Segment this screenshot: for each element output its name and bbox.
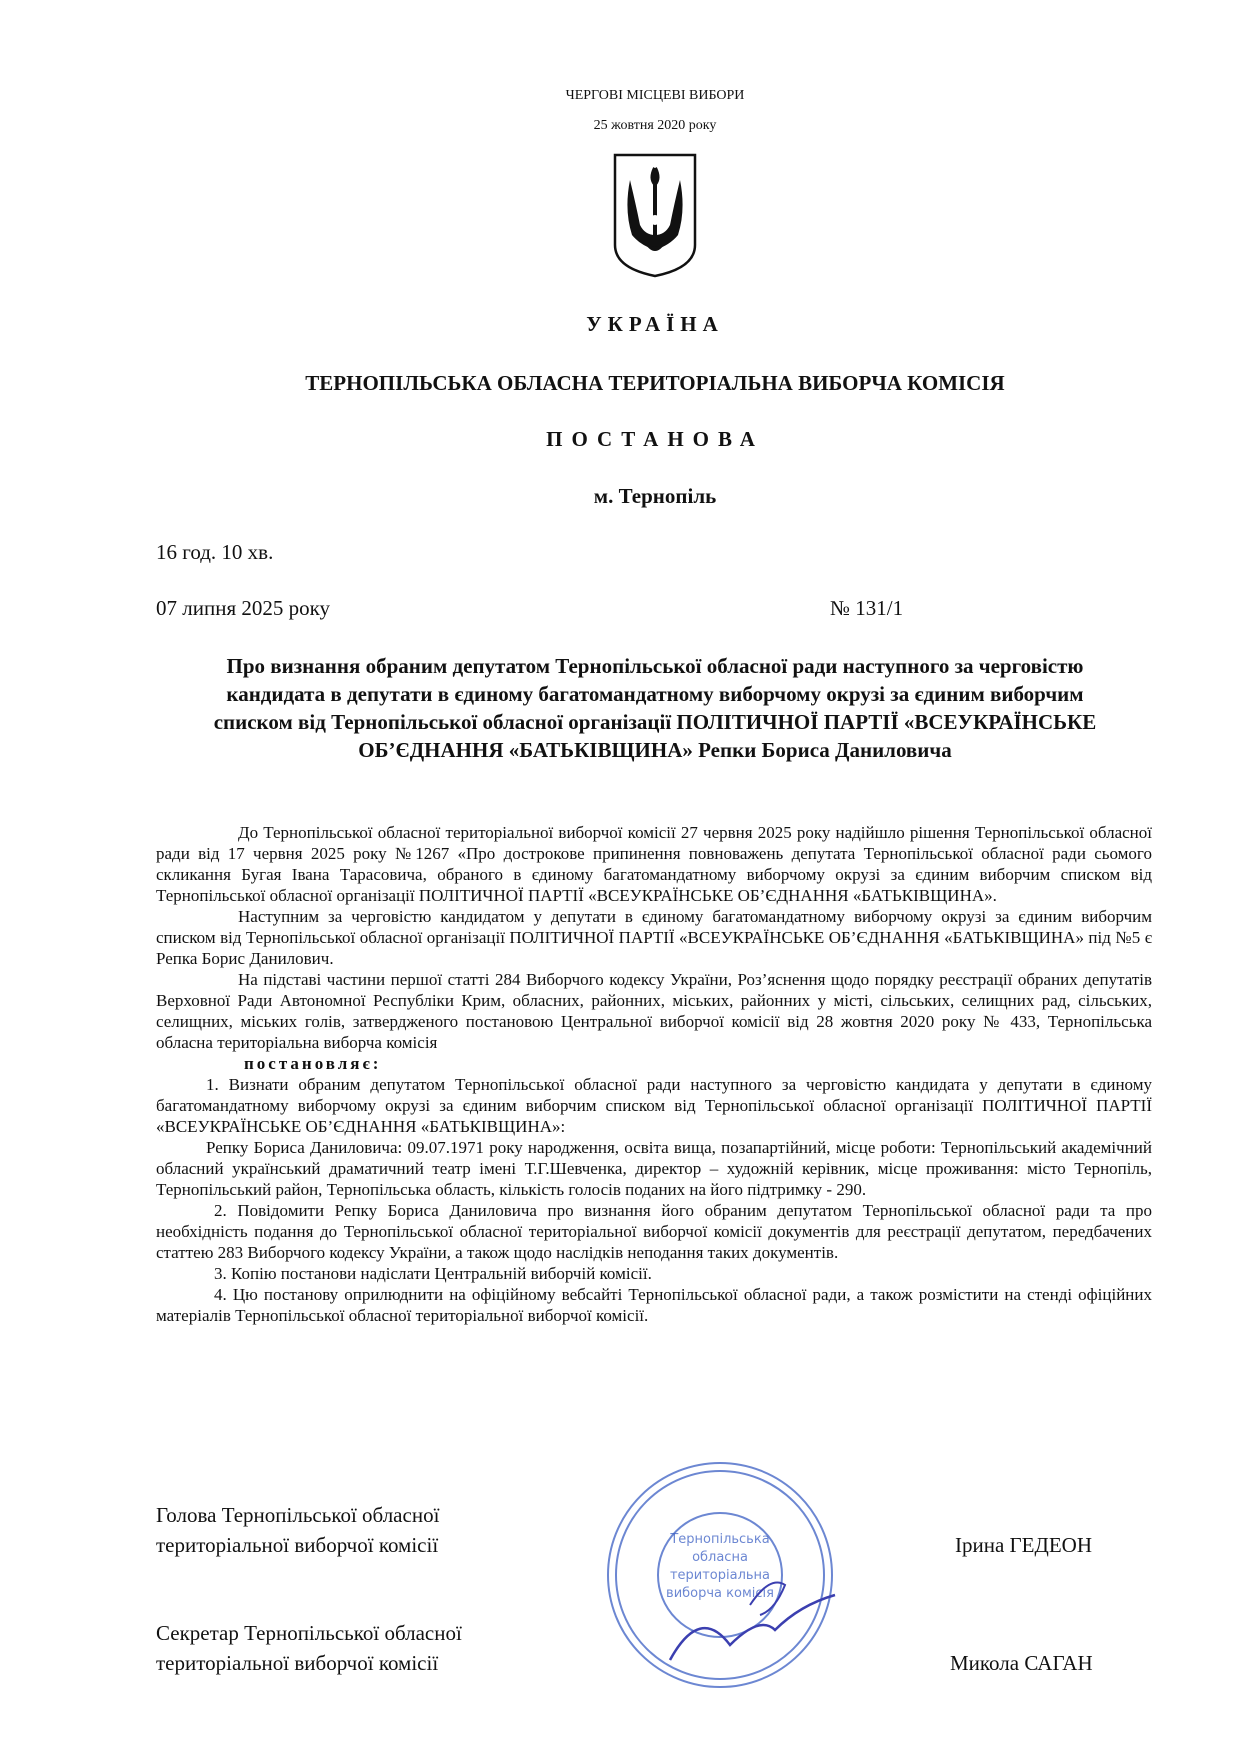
paragraph-2: Наступним за черговістю кандидатом у депутати в єдиному багатомандатному виборчому окрузі за єдиним виборчим списком від Тернопільської обласної організації ПОЛІТИЧНОЇ ПАРТІЇ «ВСЕУКРАЇНСЬКЕ ОБ’ЄДНАННЯ «БАТЬКІВЩИНА» під №5 є Репка Борис Данилович. bbox=[156, 907, 1152, 968]
paragraph-1: До Тернопільської обласної територіальної виборчої комісії 27 червня 2025 року надійшло рішення Тернопільської обласної ради від 17 червня 2025 року №1267 «Про дострокове припинення повноважень депутата Тернопільської обласної ради сьомого скликання Бугая Івана Тарасовича, обраного в єдиному багатомандатному виборчому окрузі за єдиним виборчим списком від Тернопільської обласної організації ПОЛІТИЧНОЇ ПАРТІЇ «ВСЕУКРАЇНСЬКЕ ОБ’ЄДНАННЯ «БАТЬКІВЩИНА». bbox=[156, 823, 1152, 905]
body-text bbox=[156, 822, 1152, 1326]
svg-text:обласна: обласна bbox=[692, 1550, 748, 1565]
country-heading: УКРАЇНА bbox=[586, 312, 724, 336]
document-number: № 131/1 bbox=[830, 596, 904, 620]
resolution-item-3: 3. Копію постанови надіслати Центральній виборчій комісії. bbox=[214, 1264, 652, 1283]
secretary-name: Микола САГАН bbox=[950, 1651, 1093, 1675]
head-name: Ірина ГЕДЕОН bbox=[955, 1533, 1092, 1557]
resolves-heading: постановляє: bbox=[244, 1054, 382, 1073]
document-title: Про визнання обраним депутатом Тернопільської обласної ради наступного за черговістю кандидата в депутати в єдиному багатомандатному виборчому окрузі за єдиним виборчим списком від Тернопільської обласної організації ПОЛІТИЧНОЇ ПАРТІЇ «ВСЕУКРАЇНСЬКЕ ОБ’ЄДНАННЯ «БАТЬКІВЩИНА» Репки Бориса Даниловича bbox=[213, 654, 1097, 762]
election-date: 25 жовтня 2020 року bbox=[593, 118, 717, 133]
head-title: Голова Тернопільської обласної територіальної виборчої комісії bbox=[156, 1503, 440, 1557]
svg-text:Тернопільська: Тернопільська bbox=[670, 1532, 770, 1547]
document-type-heading: ПОСТАНОВА bbox=[546, 427, 764, 451]
paragraph-3: На підставі частини першої статті 284 Виборчого кодексу України, Роз’яснення щодо порядку реєстрації обраних депутатів Верховної Ради Автономної Республіки Крим, обласних, районних, міських, районних у місті, сільських, селищних рад, сільських, селищних, міських голів, затвердженого постановою Центральної виборчої комісії від 28 жовтня 2020 року № 433, Тернопільська обласна територіальна виборча комісія bbox=[156, 970, 1152, 1052]
resolution-item-1: 1. Визнати обраним депутатом Тернопільської обласної ради наступного за черговістю кандидата у депутати в єдиному багатомандатному виборчому окрузі за єдиним виборчим списком від Тернопільської обласної організації ПОЛІТИЧНОЇ ПАРТІЇ «ВСЕУКРАЇНСЬКЕ ОБ’ЄДНАННЯ «БАТЬКІВЩИНА»: bbox=[156, 1075, 1152, 1136]
document-time: 16 год. 10 хв. bbox=[156, 540, 274, 564]
document-date: 07 липня 2025 року bbox=[156, 596, 331, 620]
trident-coat-of-arms-icon bbox=[610, 150, 700, 280]
svg-text:територіальна: територіальна bbox=[669, 1568, 771, 1583]
resolution-item-2: 2. Повідомити Репку Бориса Даниловича про визнання його обраним депутатом Тернопільської обласної ради та про необхідність подання до Тернопільської обласної територіальної виборчої комісії документів для реєстрації депутатом, передбачених статтею 283 Виборчого кодексу України, а також щодо наслідків неподання таких документів. bbox=[156, 1201, 1152, 1262]
secretary-title: Секретар Тернопільської обласної територіальної виборчої комісії bbox=[156, 1621, 462, 1675]
city-heading: м. Тернопіль bbox=[593, 484, 717, 508]
official-seal-stamp-icon bbox=[600, 1455, 850, 1705]
svg-text:виборча комісія: виборча комісія bbox=[666, 1586, 774, 1601]
organization-heading: ТЕРНОПІЛЬСЬКА ОБЛАСНА ТЕРИТОРІАЛЬНА ВИБОРЧА КОМІСІЯ bbox=[305, 371, 1005, 395]
election-title: ЧЕРГОВІ МІСЦЕВІ ВИБОРИ bbox=[565, 88, 745, 103]
resolution-item-1-detail: Репку Бориса Даниловича: 09.07.1971 року народження, освіта вища, позапартійний, місце роботи: Тернопільський академічний обласний український драматичний театр імені Т.Г.Шевченка, директор – художній керівник, місце проживання: місто Тернопіль, Тернопільський район, Тернопільська область, кількість голосів поданих на його підтримку - 290. bbox=[156, 1138, 1152, 1199]
resolution-item-4: 4. Цю постанову оприлюднити на офіційному вебсайті Тернопільської обласної ради, а також розмістити на стенді офіційних матеріалів Тернопільської обласної територіальної виборчої комісії. bbox=[156, 1285, 1152, 1325]
